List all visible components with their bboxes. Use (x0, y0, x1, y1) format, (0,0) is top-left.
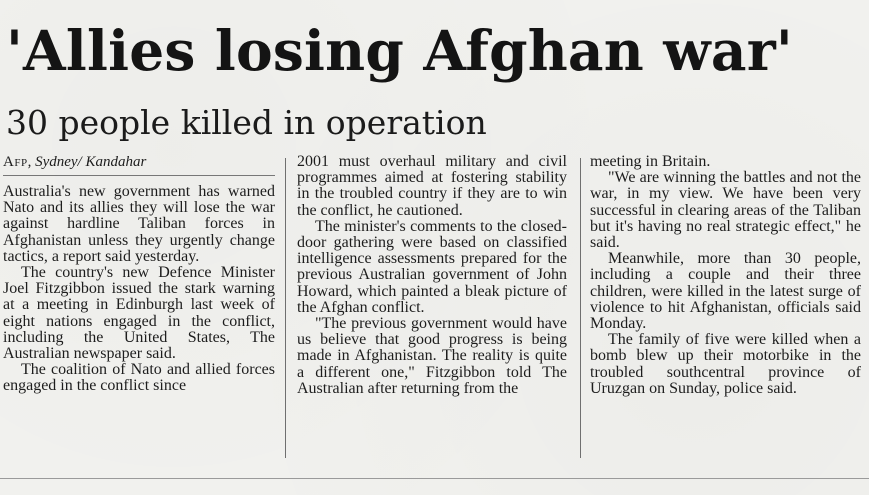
byline-location: Sydney/ Kandahar (35, 154, 147, 170)
column-divider (285, 158, 286, 458)
bottom-border (0, 478, 869, 479)
article-paragraph: The coalition of Nato and allied forces engaged in the conflict since (3, 361, 275, 395)
article-paragraph: Australia's new government has warned Nato and its allies they will lose the war against hardline Taliban forces in Afghanistan unless they urgently change tactics, a report said yesterday. (3, 183, 275, 265)
article-column-1 (3, 154, 275, 395)
article-column-3 (590, 154, 861, 397)
byline-separator: , (27, 154, 36, 170)
article-paragraph: Meanwhile, more than 30 people, including a couple and their three children, were killed in the latest surge of violence to hit Afghanistan, officials said Monday. (590, 250, 861, 333)
headline: 'Allies losing Afghan war' (6, 18, 793, 83)
article-paragraph: The country's new Defence Minister Joel Fitzgibbon issued the stark warning at a meeting in Edinburgh last week of eight nations engaged in the conflict, including the United States, The Australian newspaper said. (3, 264, 275, 363)
article-paragraph: "The previous government would have us believe that good progress is being made in Afghanistan. The reality is quite a different one," Fitzgibbon told The Australian after returning from the (297, 315, 567, 397)
article-paragraph: The minister's comments to the closed-door gathering were based on classified intelligence assessments prepared for the previous Australian government of John Howard, which painted a bleak picture of the Afghan conflict. (297, 217, 567, 316)
byline-agency: Afp (3, 154, 28, 170)
byline (3, 154, 275, 176)
subheadline: 30 people killed in operation (6, 103, 487, 142)
article-paragraph: meeting in Britain. (590, 153, 711, 170)
column-divider (580, 158, 581, 458)
article-column-2 (297, 154, 567, 397)
article-paragraph: 2001 must overhaul military and civil programmes aimed at fostering stability in the troubled country if they are to win the conflict, he cautioned. (297, 153, 567, 219)
article-paragraph: The family of five were killed when a bomb blew up their motorbike in the troubled southcentral province of Uruzgan on Sunday, police said. (590, 331, 861, 397)
article-paragraph: "We are winning the battles and not the war, in my view. We have been very successful in clearing areas of the Taliban but it's having no real strategic effect," he said. (590, 169, 861, 252)
